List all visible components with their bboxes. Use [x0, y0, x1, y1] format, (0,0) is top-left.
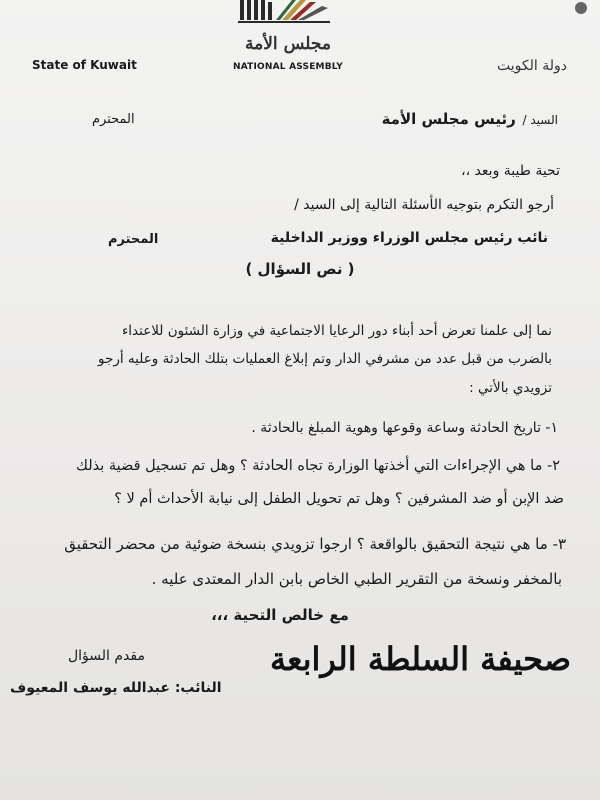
question-3-line: بالمخفر ونسخة من التقرير الطبي الخاص بابن الدار المعتدى عليه . [151, 570, 562, 588]
question-3-line: ٣- ما هي نتيجة التحقيق بالواقعة ؟ ارجوا تزويدي بنسخة ضوئية من محضر التحقيق [64, 535, 566, 553]
background-line: بالضرب من قبل عدد من مشرفي الدار وتم إبلاغ العمليات بتلك الحادثة وعليه أرجو [98, 351, 552, 367]
question-title: ( نص السؤال ) [245, 260, 355, 278]
request-line: أرجو التكرم بتوجيه الأسئلة التالية إلى السيد / [294, 197, 554, 213]
question-2-line: ضد الإبن أو ضد المشرفين ؟ وهل تم تحويل الطفل إلى نيابة الأحداث أم لا ؟ [114, 491, 564, 507]
state-of-kuwait-english: State of Kuwait [32, 58, 137, 72]
addressee-line: نائب رئيس مجلس الوزراء ووزير الداخلية [270, 230, 548, 246]
question-2-line: ٢- ما هي الإجراءات التي أخذتها الوزارة تجاه الحادثة ؟ وهل تم تسجيل قضية بذلك [75, 458, 560, 474]
newspaper-stamp: صحيفة السلطة الرابعة [270, 640, 571, 678]
logo-english-text: NATIONAL ASSEMBLY [232, 62, 344, 72]
mp-name: النائب: عبدالله يوسف المعيوف [10, 680, 222, 696]
respected-label-2: المحترم [108, 232, 159, 247]
sir-label: السيد / [522, 113, 558, 127]
respected-label-1: المحترم [92, 112, 135, 127]
national-assembly-logo [232, 0, 344, 80]
closing-line: مع خالص التحية ،،، [211, 606, 349, 624]
question-1: ١- تاريخ الحادثة وساعة وقوعها وهوية المبلغ بالحادثة . [251, 420, 558, 436]
submitter-label: مقدم السؤال [68, 648, 145, 664]
greeting-line: تحية طيبة وبعد ،، [461, 163, 560, 179]
address-line [382, 110, 558, 128]
state-of-kuwait-arabic: دولة الكويت [497, 58, 567, 74]
corner-mark-icon [572, 0, 590, 16]
recipient-title: رئيس مجلس الأمة [381, 110, 516, 128]
assembly-emblem-icon [232, 0, 344, 30]
background-line: تزويدي بالأتي : [469, 380, 552, 396]
logo-arabic-text: مجلس الأمة [245, 34, 331, 54]
background-line: نما إلى علمنا تعرض أحد أبناء دور الرعايا الاجتماعية في وزارة الشئون للاعتداء [121, 323, 552, 339]
